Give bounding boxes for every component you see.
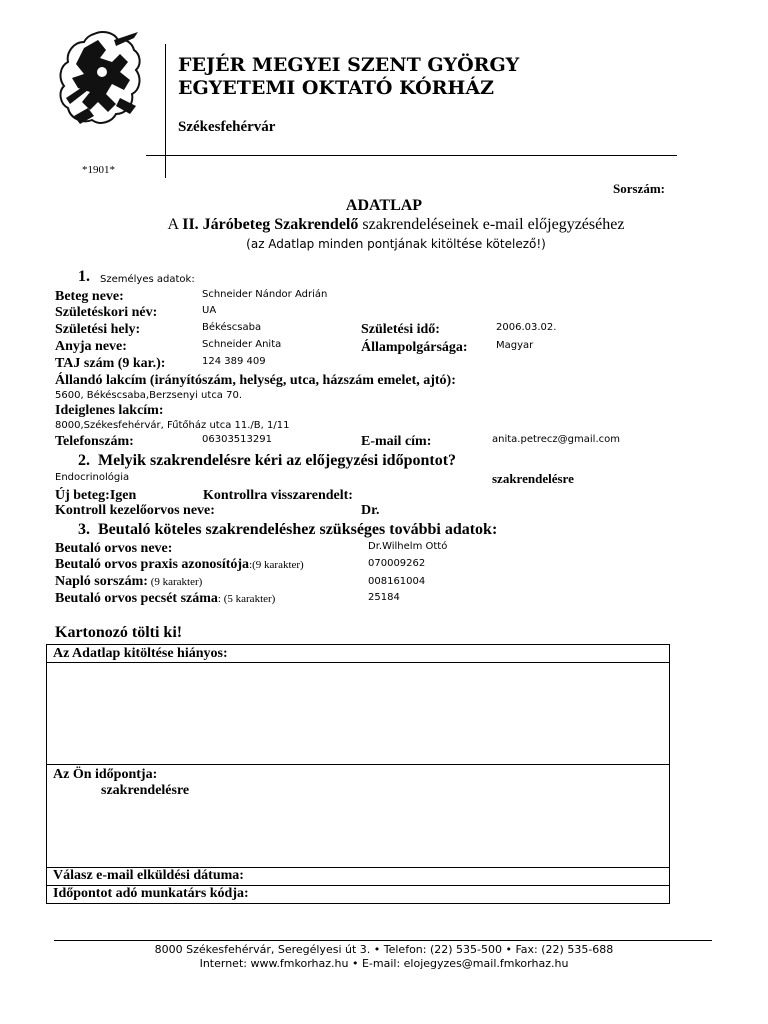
new-patient-value[interactable]: Igen — [109, 488, 137, 503]
form-subtitle-rest: szakrendeléseinek e-mail előjegyzéséhez — [358, 216, 625, 233]
section3-title: Beutaló köteles szakrendeléshez szükséges további adatok: — [98, 521, 498, 538]
phone-label: Telefonszám: — [55, 434, 134, 449]
temporary-address-label: Ideiglenes lakcím: — [55, 403, 164, 418]
control-doctor-label: Kontroll kezelőorvos neve: — [55, 503, 215, 518]
referring-doctor-label: Beutaló orvos neve: — [55, 541, 173, 556]
footer-rule — [54, 940, 712, 941]
specialty-suffix: szakrendelésre — [492, 471, 574, 486]
email-sent-box[interactable] — [46, 867, 670, 886]
section1-title: Személyes adatok: — [100, 274, 195, 285]
hospital-city: Székesfehérvár — [178, 119, 276, 135]
birth-place-label: Születési hely: — [55, 322, 141, 337]
serial-number-label: Sorszám: — [613, 181, 665, 196]
new-patient-label: Új beteg: — [55, 488, 110, 503]
section3-number: 3. — [78, 521, 90, 538]
form-subtitle-department: II. Járóbeteg Szakrendelő — [182, 216, 359, 233]
birth-place-value[interactable]: Békéscsaba — [202, 322, 262, 333]
footer-address: 8000 Székesfehérvár, Seregélyesi út 3. • Telefon: (22) 535-500 • Fax: (22) 535-688 — [154, 943, 614, 956]
new-patient-field — [55, 488, 136, 504]
stamp-number-label: Beutaló orvos pecsét száma — [55, 591, 218, 606]
incomplete-box[interactable] — [46, 644, 670, 765]
st-george-dragon-logo-icon — [54, 28, 146, 128]
form-subtitle — [0, 216, 768, 234]
birth-name-value[interactable]: UA — [202, 305, 217, 316]
log-number-hint: (9 karakter) — [147, 576, 203, 588]
appointment-label: Az Ön időpontja: — [53, 767, 158, 782]
log-number-label: Napló sorszám: — [55, 574, 148, 589]
practice-id-hint: :(9 karakter) — [249, 559, 304, 571]
section2-title: Melyik szakrendelésre kéri az előjegyzési időpontot? — [98, 452, 457, 469]
control-label: Kontrollra visszarendelt: — [203, 488, 353, 503]
appointment-box[interactable] — [46, 764, 670, 868]
practice-id-label: Beutaló orvos praxis azonosítója — [55, 557, 250, 572]
stamp-number-value[interactable]: 25184 — [368, 592, 400, 603]
practice-id-field — [55, 557, 304, 573]
form-subtitle-prefix: A — [167, 216, 183, 233]
appointment-suffix: szakrendelésre — [101, 783, 190, 798]
patient-name-value[interactable]: Schneider Nándor Adrián — [202, 289, 328, 300]
email-sent-label: Válasz e-mail elküldési dátuma: — [53, 868, 244, 883]
practice-id-value[interactable]: 070009262 — [368, 558, 426, 569]
taj-label: TAJ szám (9 kar.): — [55, 356, 166, 371]
email-value[interactable]: anita.petrecz@gmail.com — [492, 434, 620, 445]
form-title: ADATLAP — [345, 197, 423, 214]
phone-value[interactable]: 06303513291 — [202, 434, 272, 445]
log-number-value[interactable]: 008161004 — [368, 576, 426, 587]
birth-date-value[interactable]: 2006.03.02. — [496, 322, 557, 333]
email-label: E-mail cím: — [361, 434, 432, 449]
mother-name-label: Anyja neve: — [55, 339, 127, 354]
section2-number: 2. — [78, 452, 90, 469]
taj-value[interactable]: 124 389 409 — [202, 356, 266, 367]
control-doctor-prefix: Dr. — [361, 503, 380, 518]
incomplete-label: Az Adatlap kitöltése hiányos: — [53, 646, 228, 661]
patient-name-label: Beteg neve: — [55, 289, 124, 304]
permanent-address-label: Állandó lakcím (irányítószám, helység, utca, házszám emelet, ajtó): — [55, 373, 456, 388]
permanent-address-value[interactable]: 5600, Békéscsaba,Berzsenyi utca 70. — [55, 390, 243, 401]
incomplete-underline — [47, 662, 669, 663]
birth-name-label: Születéskori név: — [55, 305, 158, 320]
header-vertical-rule — [165, 44, 166, 178]
staff-code-label: Időpontot adó munkatárs kódja: — [53, 886, 249, 901]
section3-heading — [78, 521, 497, 539]
hospital-logo — [54, 28, 146, 128]
stamp-number-field — [55, 591, 275, 607]
birth-date-label: Születési idő: — [361, 322, 440, 337]
office-use-title: Kartonozó tölti ki! — [55, 624, 183, 641]
temporary-address-value[interactable]: 8000,Székesfehérvár, Fűtőház utca 11./B, 1/11 — [55, 420, 290, 431]
stamp-number-hint: : (5 karakter) — [217, 593, 276, 605]
hospital-name-line2: EGYETEMI OKTATÓ KÓRHÁZ — [178, 77, 494, 99]
citizenship-value[interactable]: Magyar — [496, 340, 534, 351]
specialty-value[interactable]: Endocrinológia — [55, 472, 130, 483]
section1-number: 1. — [78, 268, 90, 285]
log-number-field — [55, 574, 202, 590]
referring-doctor-value[interactable]: Dr.Wilhelm Ottó — [368, 541, 448, 552]
staff-code-box[interactable] — [46, 885, 670, 904]
form-mandatory-note: (az Adatlap minden pontjának kitöltése kötelező!) — [246, 237, 546, 251]
founding-year: *1901* — [82, 164, 115, 176]
section2-heading — [78, 452, 456, 470]
mother-name-value[interactable]: Schneider Anita — [202, 339, 282, 350]
hospital-name-line1: FEJÉR MEGYEI SZENT GYÖRGY — [178, 54, 520, 76]
footer-contact: Internet: www.fmkorhaz.hu • E-mail: elojegyzes@mail.fmkorhaz.hu — [199, 957, 569, 970]
header-horizontal-rule — [146, 155, 677, 156]
citizenship-label: Állampolgársága: — [361, 340, 468, 355]
